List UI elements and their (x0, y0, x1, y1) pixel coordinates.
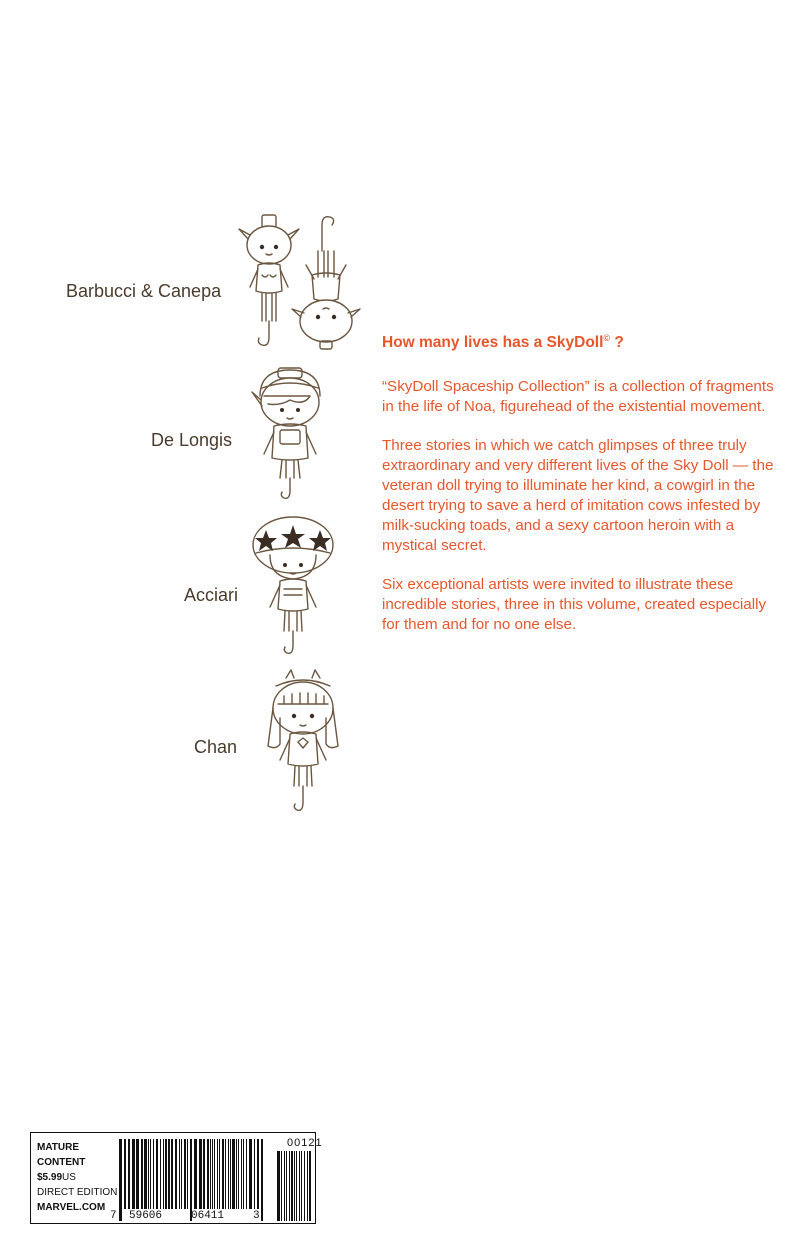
barcode-digits-left: 59606 (129, 1210, 163, 1222)
site-label: MARVEL.COM (37, 1202, 106, 1213)
barcode-bar (277, 1151, 280, 1221)
description-paragraph-3: Six exceptional artists were invited to illustrate these incredible stories, three in this volume, created especially for them and for no one else. (382, 576, 767, 634)
barcode-bar (222, 1139, 224, 1209)
barcode-digit-last: 3 (253, 1210, 260, 1222)
barcode-bar (225, 1139, 226, 1209)
barcode-digit-first: 7 (110, 1210, 117, 1222)
barcode-bar (187, 1139, 188, 1209)
barcode-bar (168, 1139, 170, 1209)
barcode-bar (119, 1139, 122, 1221)
barcode-bar (304, 1151, 305, 1221)
barcode-bar (301, 1151, 302, 1221)
barcode-bar (284, 1151, 285, 1221)
doll-illustration-barbucci-canepa (238, 213, 368, 353)
artist-label-chan: Chan (194, 737, 238, 757)
barcode-bar (165, 1139, 167, 1209)
barcode-bar (210, 1139, 211, 1209)
barcode-bar (219, 1139, 220, 1209)
barcode-bar (124, 1139, 126, 1209)
barcode-bar (179, 1139, 180, 1209)
barcode-bar (307, 1151, 308, 1221)
barcode-bar (249, 1139, 252, 1209)
artist-label-de-longis: De Longis (151, 430, 233, 450)
barcode-bar (175, 1139, 177, 1209)
barcode-bar (153, 1139, 154, 1209)
barcode-bar (243, 1139, 244, 1209)
copyright-mark: © (603, 333, 611, 343)
barcode-bar (261, 1139, 263, 1221)
description-heading: How many lives has a SkyDoll© ? (382, 333, 624, 352)
barcode-bar (241, 1139, 242, 1209)
barcode-bar (132, 1139, 135, 1209)
barcode-bar (236, 1139, 237, 1209)
barcode-bar (184, 1139, 186, 1209)
barcode-bar (171, 1139, 173, 1209)
doll-illustration-chan (258, 668, 348, 818)
barcode-bar (299, 1151, 300, 1221)
barcode-bar (296, 1151, 297, 1221)
barcode-bar (212, 1139, 213, 1209)
barcode-bar (148, 1139, 149, 1209)
barcode-bar (181, 1139, 182, 1209)
barcode-bar (156, 1139, 158, 1209)
barcode-bar (289, 1151, 290, 1221)
barcode-bar (160, 1139, 161, 1209)
description-paragraph-1: “SkyDoll Spaceship Collection” is a collection of fragments in the life of Noa, figurehead of the existential movement. (382, 378, 774, 416)
barcode-bar (150, 1139, 151, 1209)
barcode-bar (246, 1139, 247, 1209)
barcode-bar (257, 1139, 259, 1209)
barcode-bar (194, 1139, 197, 1209)
barcode-bar (214, 1139, 215, 1209)
barcode-bar (136, 1139, 139, 1209)
content-label: CONTENT (37, 1157, 86, 1168)
barcode-bar (144, 1139, 147, 1209)
barcode-box (30, 1132, 323, 1224)
barcode-bar (232, 1139, 235, 1209)
barcode-digits-right: 06411 (191, 1210, 225, 1222)
barcode-bar (199, 1139, 202, 1209)
barcode-bar (254, 1139, 255, 1209)
edition-label: DIRECT EDITION (37, 1187, 118, 1198)
barcode-bar (128, 1139, 130, 1209)
barcode-bar (207, 1139, 209, 1209)
barcode-bar (217, 1139, 218, 1209)
doll-illustration-acciari (248, 513, 338, 663)
barcode-bar (238, 1139, 239, 1209)
price-label: $5.99US (37, 1172, 76, 1183)
barcode-bar (286, 1151, 287, 1221)
description-text-block (382, 328, 782, 654)
mature-label: MATURE (37, 1142, 80, 1153)
barcode-bar (281, 1151, 282, 1221)
barcode-bar (228, 1139, 229, 1209)
barcode-bar (163, 1139, 164, 1209)
description-paragraph-2: Three stories in which we catch glimpses of three truly extraordinary and very different lives of the Sky Doll — the veteran doll trying to illuminate her kind, a cowgirl in the desert trying to save a herd of imitation cows infested by milk-sucking toads, and a sexy cartoon heroin with a mystical secret. (382, 437, 774, 555)
barcode-bar (291, 1151, 293, 1221)
barcode-bars (31, 1133, 317, 1225)
doll-illustration-de-longis (240, 366, 340, 506)
artist-label-barbucci-canepa: Barbucci & Canepa (66, 281, 222, 301)
barcode-bar (294, 1151, 295, 1221)
barcode-bar (230, 1139, 231, 1209)
barcode-bar (203, 1139, 205, 1209)
artist-label-acciari: Acciari (184, 585, 239, 605)
barcode-bar (190, 1139, 192, 1221)
barcode-bar (309, 1151, 311, 1221)
barcode-bar (141, 1139, 143, 1209)
addon-code: 00121 (287, 1137, 323, 1149)
